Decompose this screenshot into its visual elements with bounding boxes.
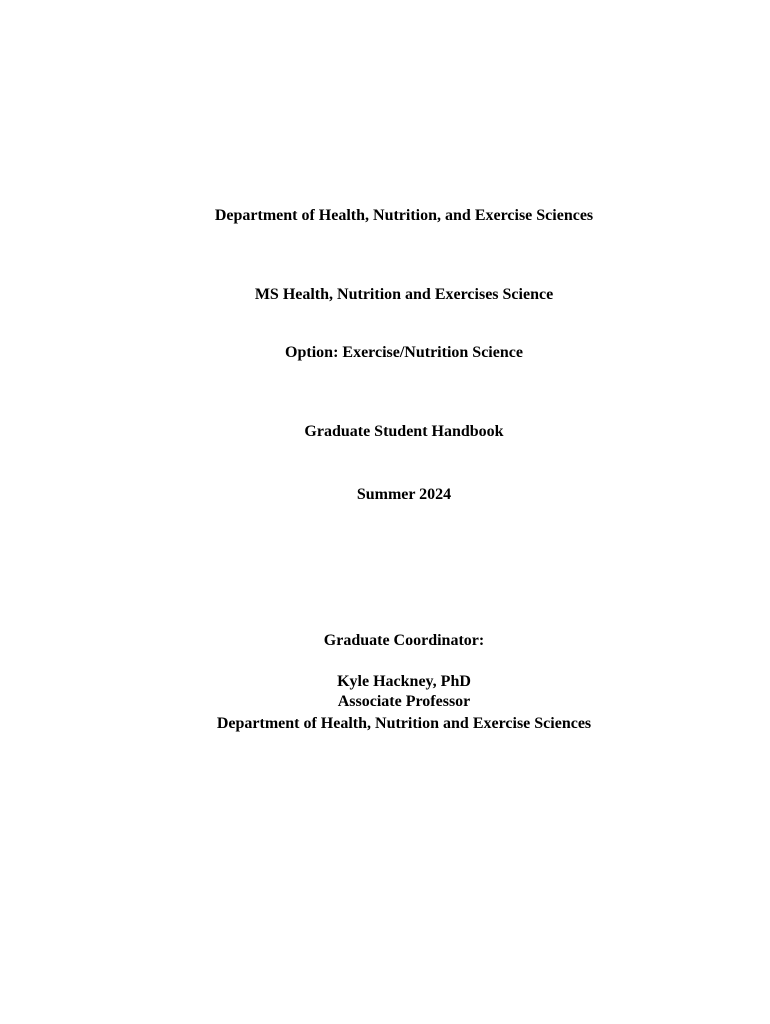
document-title: Graduate Student Handbook [304,423,504,440]
coordinator-rank: Associate Professor [337,693,471,710]
coordinator-department: Department of Health, Nutrition and Exercise Sciences [216,715,592,732]
coordinator-heading: Graduate Coordinator: [323,632,485,649]
program-option: Option: Exercise/Nutrition Science [285,344,523,361]
coordinator-name: Kyle Hackney, PhD [337,673,471,690]
department-heading: Department of Health, Nutrition, and Exercise Sciences [214,207,594,224]
term-label: Summer 2024 [356,486,452,503]
program-title: MS Health, Nutrition and Exercises Science [254,286,554,303]
